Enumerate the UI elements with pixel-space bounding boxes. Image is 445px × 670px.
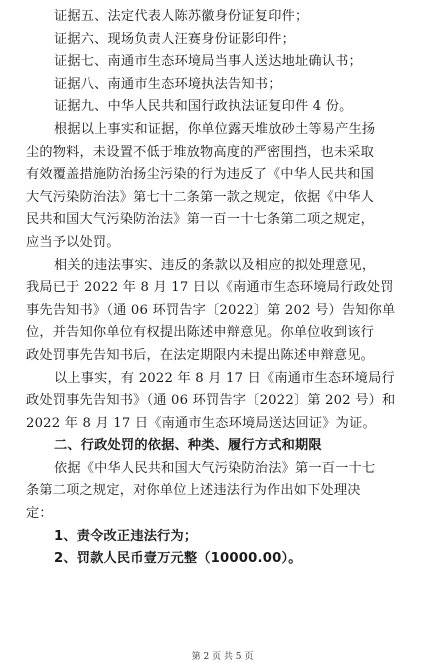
text-line: 以上事实，有 2022 年 8 月 17 日《南通市生态环境局行 [54, 370, 395, 386]
decision-item: 2、罚款人民币壹万元整（10000.00）。 [54, 551, 302, 567]
text-line: 政处罚事先告知书后，在法定期限内未提出陈述申辩意见。 [26, 347, 375, 363]
text-line: 位，并告知你单位有权提出陈述申辩意见。你单位收到该行 [26, 325, 375, 341]
text-line: 依据《中华人民共和国大气污染防治法》第一百一十七 [54, 460, 376, 476]
text-line: 2022 年 8 月 17 日《南通市生态环境局送达回证》为证。 [26, 415, 376, 431]
decision-list [26, 526, 423, 571]
text-line: 事先告知书》（通 06 环罚告字〔2022〕第 202 号）告知你单 [26, 302, 396, 318]
facts-paragraph [26, 119, 423, 255]
proof-paragraph [26, 368, 423, 436]
evidence-item: 证据八、南通市生态环境执法告知书； [54, 76, 282, 92]
text-line: 大气污染防治法》第七十二条第一款之规定，依据《中华人 [26, 189, 375, 205]
basis-paragraph [26, 458, 423, 526]
evidence-item: 证据七、南通市生态环境局当事人送达地址确认书； [54, 54, 362, 70]
text-line: 尘的物料，未设置不低于堆放物高度的严密围挡，也未采取 [26, 144, 375, 160]
text-line: 应当予以处罚。 [26, 234, 120, 250]
page-number: 第 2 页 共 5 页 [191, 652, 254, 662]
text-line: 定： [26, 506, 53, 522]
notice-paragraph [26, 255, 423, 368]
text-line: 我局已于 2022 年 8 月 17 日以《南通市生态环境局行政处罚 [26, 280, 394, 296]
evidence-list [26, 6, 423, 119]
text-line: 根据以上事实和证据，你单位露天堆放砂土等易产生扬 [54, 121, 376, 137]
text-line: 有效覆盖措施防治扬尘污染的行为违反了《中华人民共和国 [26, 167, 375, 183]
text-line: 民共和国大气污染防治法》第一百一十七条第二项之规定， [26, 212, 375, 228]
evidence-item: 证据九、中华人民共和国行政执法证复印件 4 份。 [54, 99, 353, 115]
text-line: 相关的违法事实、违反的条款以及相应的拟处理意见， [54, 257, 376, 273]
text-line: 条第二项之规定，对你单位上述违法行为作出如下处理决 [26, 483, 361, 499]
decision-item: 1、责令改正违法行为； [54, 528, 198, 544]
section-heading: 二、行政处罚的依据、种类、履行方式和期限 [54, 438, 322, 454]
evidence-item: 证据五、法定代表人陈苏徽身份证复印件； [54, 9, 309, 24]
text-line: 政处罚事先告知书》（通 06 环罚告字〔2022〕第 202 号）和 [26, 393, 396, 409]
evidence-item: 证据六、现场负责人汪赛身份证影印件； [54, 31, 295, 47]
